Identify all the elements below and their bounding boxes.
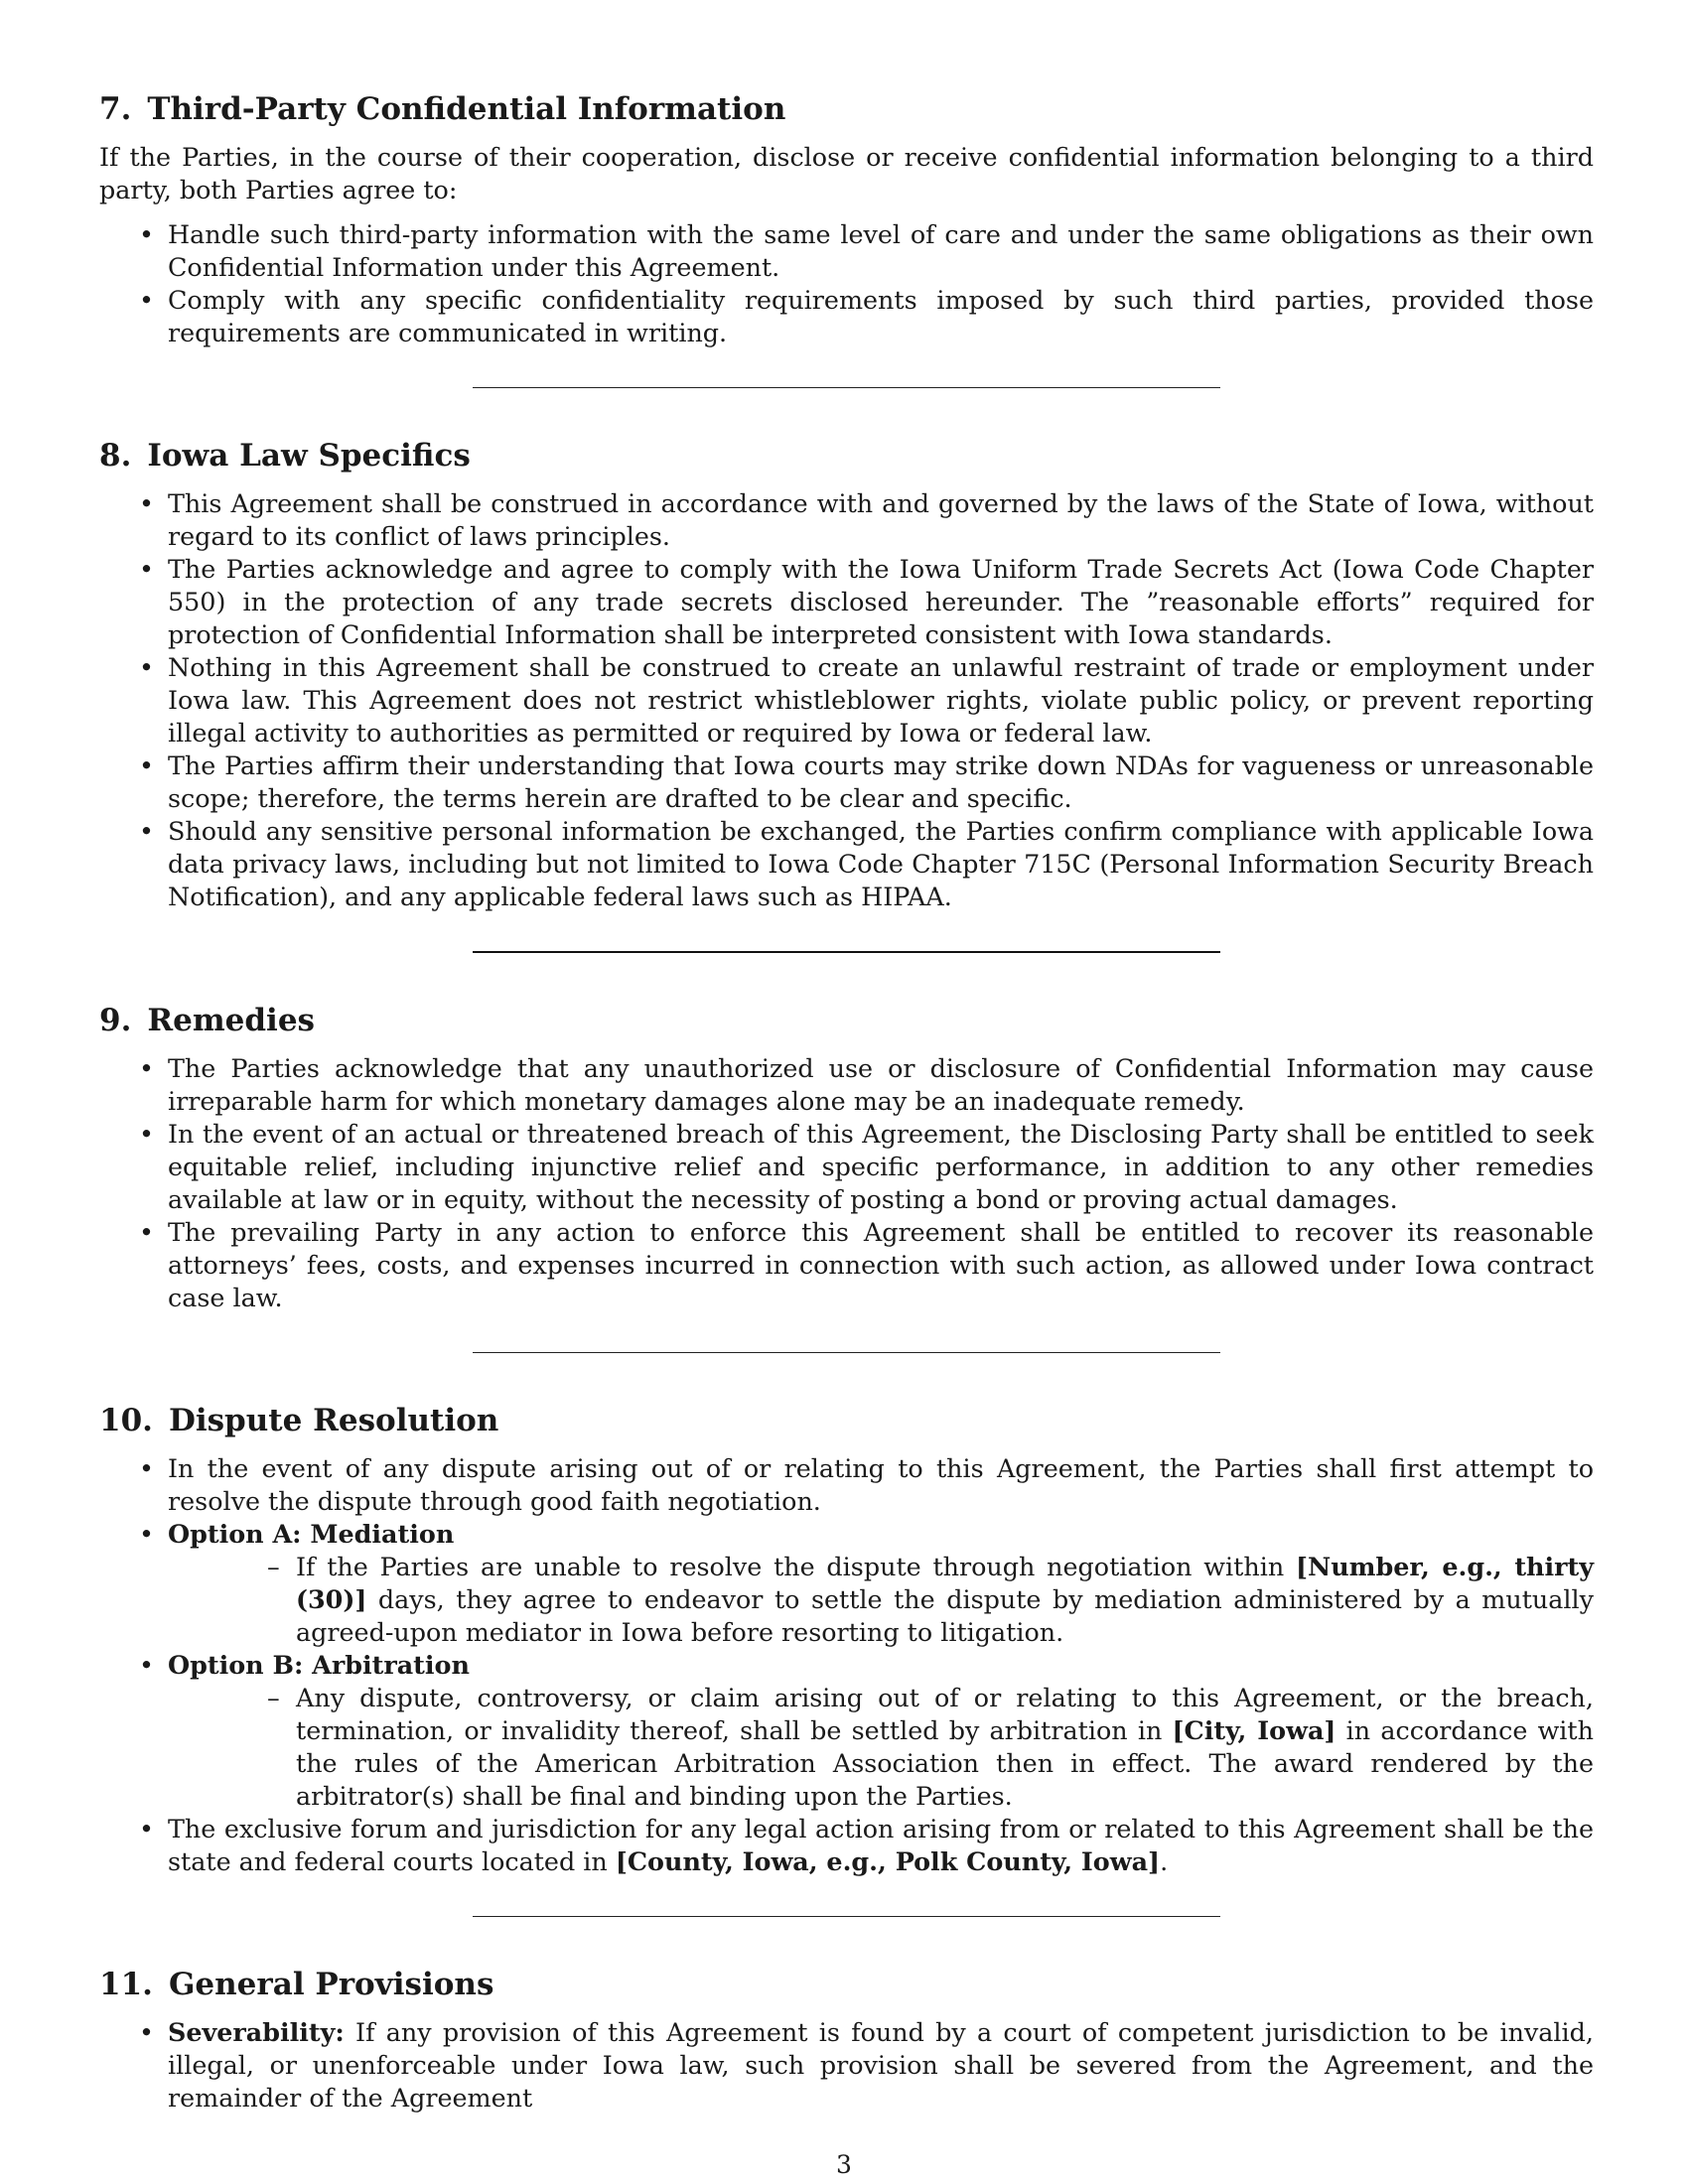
- list-item: • The Parties acknowledge and agree to comply with the Iowa Uniform Trade Secrets Act (Iowa Code Chapter 550) in the protection of any trade secrets disclosed hereunder. The ”reasonable efforts” required for protection of Confidential Information shall be interpreted consistent with Iowa standards.: [99, 553, 1594, 651]
- option-text: If the Parties are unable to resolve the dispute through negotiation within: [296, 1552, 1296, 1581]
- option-text: days, they agree to endeavor to settle the dispute by mediation administered by a mutually agreed-upon mediator in Iowa before resorting to litigation.: [296, 1584, 1594, 1647]
- option-a: [99, 1518, 1594, 1649]
- fill-in-placeholder: [Number, e.g., thirty (30)]: [296, 1552, 1595, 1614]
- list-item: • This Agreement shall be construed in accordance with and governed by the laws of the State of Iowa, without regard to its conflict of laws principles.: [99, 487, 1594, 553]
- section-divider: [473, 951, 1220, 953]
- section-heading: [99, 1001, 1594, 1040]
- list-item: [99, 1813, 1594, 1878]
- section-intro: If the Parties, in the course of their cooperation, disclose or receive confidential information belonging to a third party, both Parties agree to:: [99, 142, 1594, 205]
- section-11: [99, 1965, 1594, 2115]
- list-item: • The Parties acknowledge that any unauthorized use or disclosure of Confidential Information may cause irreparable harm for which monetary damages alone may be an inadequate remedy.: [99, 1052, 1594, 1118]
- list-item: • Should any sensitive personal information be exchanged, the Parties confirm compliance with applicable Iowa data privacy laws, including but not limited to Iowa Code Chapter 715C (Personal Information Security Breach Notification), and any applicable federal laws such as HIPAA.: [99, 815, 1594, 913]
- section-title: General Provisions: [168, 1967, 494, 2002]
- list-item: • Nothing in this Agreement shall be construed to create an unlawful restraint of trade or employment under Iowa law. This Agreement does not restrict whistleblower rights, violate public policy, or prevent reporting illegal activity to authorities as permitted or required by Iowa or federal law.: [99, 651, 1594, 750]
- option-text: Any dispute, controversy, or claim arising out of or relating to this Agreement, or the breach, termination, or invalidity thereof, shall be settled by arbitration in: [296, 1683, 1594, 1745]
- bullet-list: [99, 2016, 1594, 2115]
- section-heading: [99, 89, 1594, 129]
- section-8: [99, 436, 1594, 913]
- sub-list-item: [168, 1551, 1594, 1649]
- option-text: in accordance with the rules of the American Arbitration Association then in effect. The award rendered by the arbitrator(s) shall be final and binding upon the Parties.: [296, 1715, 1594, 1811]
- section-number: 9.: [99, 1003, 132, 1038]
- section-divider: [473, 1916, 1220, 1917]
- bullet-list: [99, 218, 1594, 349]
- section-number: 10.: [99, 1403, 153, 1438]
- option-b: [99, 1649, 1594, 1813]
- list-item: • The Parties affirm their understanding that Iowa courts may strike down NDAs for vagueness or unreasonable scope; therefore, the terms herein are drafted to be clear and specific.: [99, 750, 1594, 815]
- sub-list: [168, 1551, 1594, 1649]
- section-divider: [473, 1352, 1220, 1353]
- section-9: [99, 1001, 1594, 1314]
- section-title: Third-Party Confidential Information: [147, 91, 786, 127]
- bullet-list: [99, 487, 1594, 913]
- sub-list: [168, 1682, 1594, 1813]
- list-item: • In the event of an actual or threatened breach of this Agreement, the Disclosing Party shall be entitled to seek equitable relief, including injunctive relief and specific performance, in addition to any other remedies available at law or in equity, without the necessity of posting a bond or proving actual damages.: [99, 1118, 1594, 1216]
- list-item: [99, 2016, 1594, 2115]
- document-page: [99, 89, 1594, 2115]
- forum-text: .: [1160, 1846, 1169, 1876]
- list-item: • Handle such third-party information with the same level of care and under the same obligations as their own Confidential Information under this Agreement.: [99, 218, 1594, 284]
- page-number: 3: [836, 2150, 852, 2179]
- section-number: 7.: [99, 91, 132, 127]
- fill-in-placeholder: [City, Iowa]: [1172, 1715, 1336, 1745]
- section-number: 8.: [99, 438, 132, 474]
- fill-in-placeholder: [County, Iowa, e.g., Polk County, Iowa]: [615, 1846, 1161, 1876]
- provision-text: If any provision of this Agreement is found by a court of competent jurisdiction to be invalid, illegal, or unenforceable under Iowa law, such provision shall be severed from the Agreement, and the remainder of the Agreement: [168, 2017, 1594, 2113]
- section-heading: [99, 1965, 1594, 2004]
- list-item: • The prevailing Party in any action to enforce this Agreement shall be entitled to recover its reasonable attorneys’ fees, costs, and expenses incurred in connection with such action, as allowed under Iowa contract case law.: [99, 1216, 1594, 1314]
- list-item: • In the event of any dispute arising out of or relating to this Agreement, the Parties shall first attempt to resolve the dispute through good faith negotiation.: [99, 1452, 1594, 1518]
- section-heading: [99, 436, 1594, 476]
- bullet-list: [99, 1052, 1594, 1314]
- section-divider: [473, 387, 1220, 388]
- sub-list-item: [168, 1682, 1594, 1813]
- forum-text: The exclusive forum and jurisdiction for any legal action arising from or related to this Agreement shall be the state and federal courts located in: [168, 1814, 1594, 1876]
- section-title: Dispute Resolution: [168, 1403, 499, 1438]
- list-item: • Comply with any specific confidentiality requirements imposed by such third parties, provided those requirements are communicated in writing.: [99, 284, 1594, 349]
- provision-label: Severability:: [168, 2017, 345, 2047]
- bullet-list: [99, 1452, 1594, 1878]
- option-label: Option B: Arbitration: [168, 1650, 470, 1680]
- option-label: Option A: Mediation: [168, 1519, 455, 1549]
- section-number: 11.: [99, 1967, 153, 2002]
- section-10: [99, 1401, 1594, 1878]
- section-title: Iowa Law Specifics: [147, 438, 471, 474]
- section-title: Remedies: [147, 1003, 316, 1038]
- section-7: [99, 89, 1594, 349]
- section-heading: [99, 1401, 1594, 1440]
